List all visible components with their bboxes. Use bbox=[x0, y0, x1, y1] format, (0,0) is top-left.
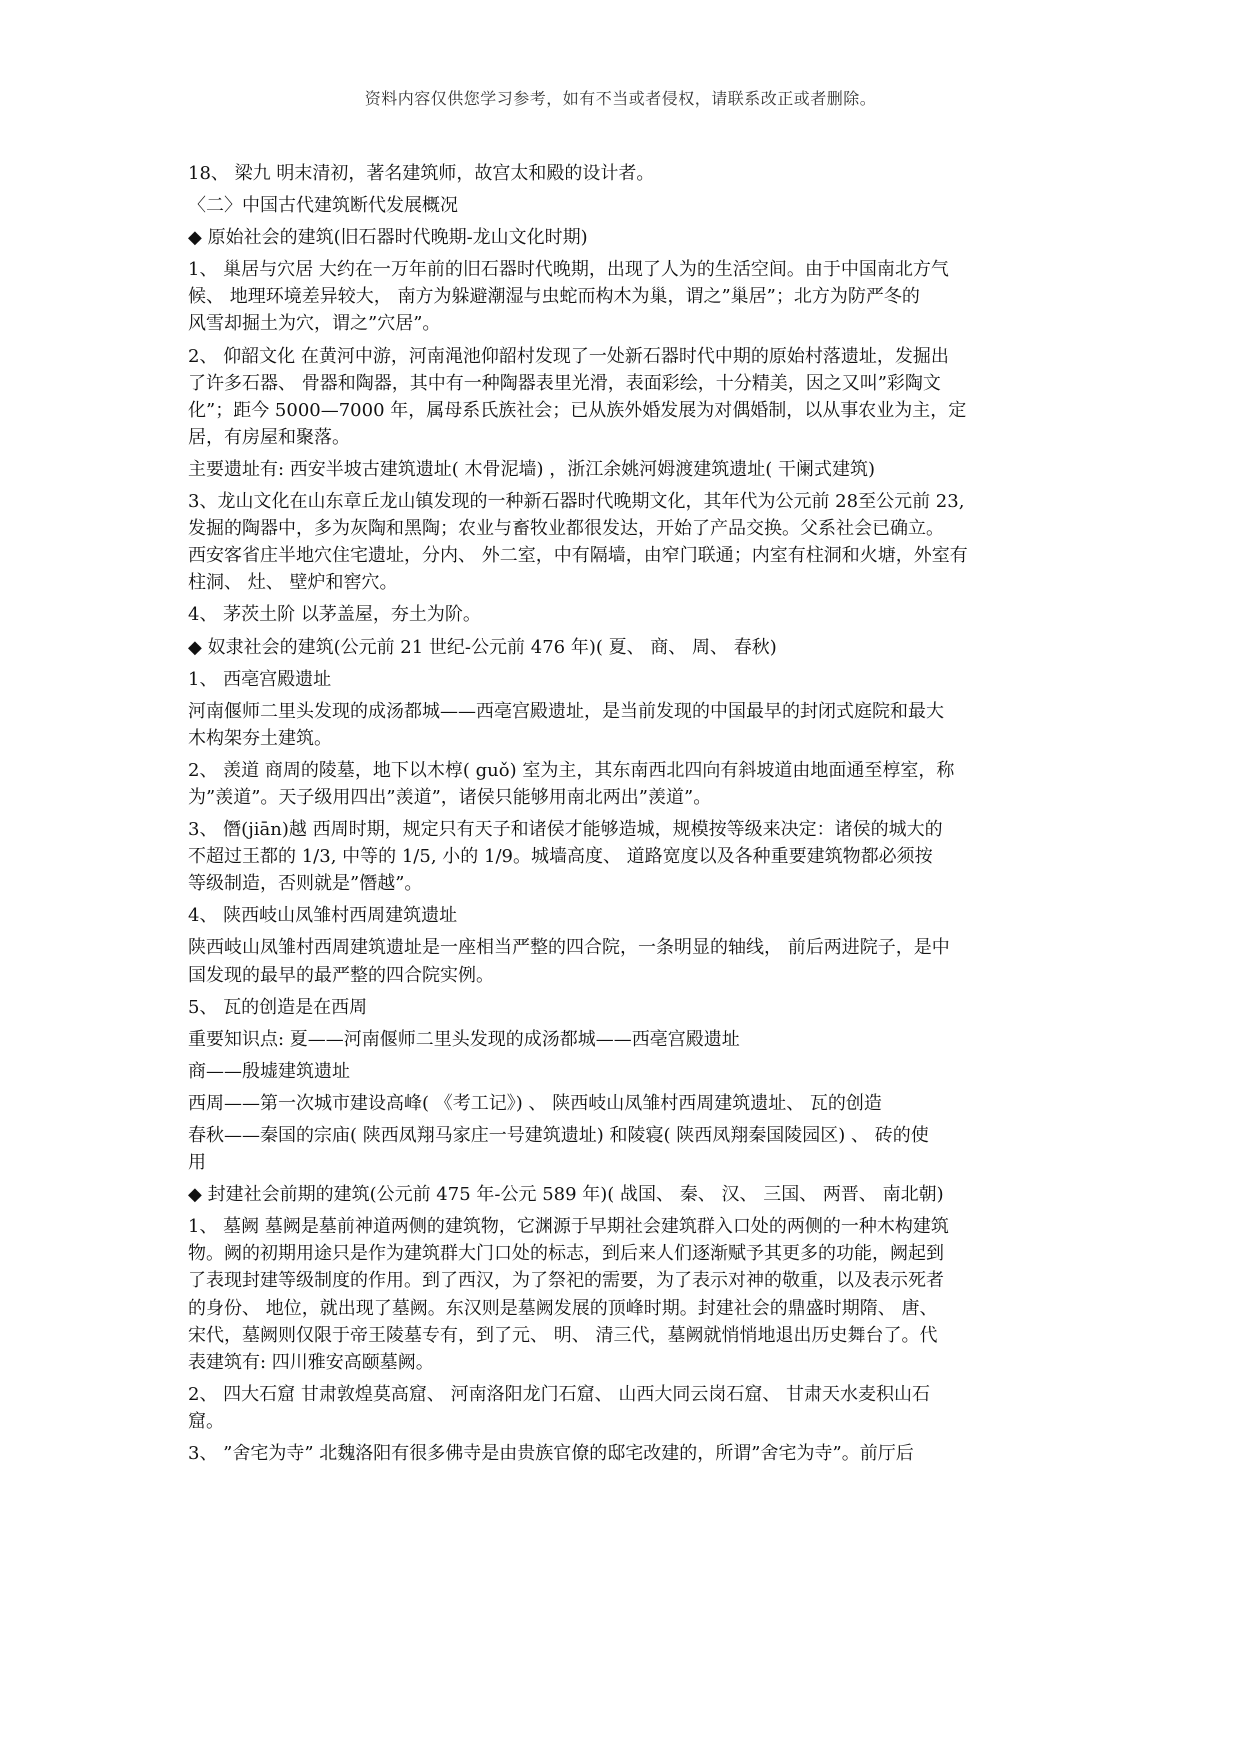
text-line: 木构架夯土建筑。 bbox=[188, 727, 332, 749]
text-line: 重要知识点: 夏——河南偃师二里头发现的成汤都城——西亳宫殿遗址 bbox=[188, 1028, 740, 1050]
page-header-disclaimer: 资料内容仅供您学习参考，如有不当或者侵权，请联系改正或者删除。 bbox=[364, 89, 877, 108]
text-line: 西安客省庄半地穴住宅遗址，分内、 外二室，中有隔墙，由窄门联通；内室有柱洞和火塘，外室有 bbox=[188, 545, 968, 567]
text-line: 候、 地理环境差异较大， 南方为躲避潮湿与虫蛇而构木为巢，谓之”巢居”；北方为防严冬的 bbox=[188, 286, 920, 308]
text-line: 主要遗址有: 西安半坡古建筑遗址( 木骨泥墙) ，浙江余姚河姆渡建筑遗址( 干阑式建筑) bbox=[188, 458, 876, 480]
text-line: ◆ 封建社会前期的建筑(公元前 475 年-公元 589 年)( 战国、 秦、 汉、 三国、 两晋、 南北朝) bbox=[188, 1184, 944, 1206]
text-line: 柱洞、 灶、 壁炉和窖穴。 bbox=[188, 572, 398, 594]
text-line: 春秋——秦国的宗庙( 陕西凤翔马家庄一号建筑遗址) 和陵寝( 陕西凤翔秦国陵园区) 、 砖的使 bbox=[188, 1125, 929, 1146]
text-line: 物。阙的初期用途只是作为建筑群大门口处的标志，到后来人们逐渐赋予其更多的功能，阙起到 bbox=[188, 1243, 944, 1265]
text-line: 3、 僭(jiān)越 西周时期，规定只有天子和诸侯才能够造城，规模按等级来决定：诸侯的城大的 bbox=[188, 819, 943, 841]
text-line: 3、龙山文化在山东章丘龙山镇发现的一种新石器时代晚期文化，其年代为公元前 28至公元前 23, bbox=[188, 491, 965, 513]
text-line: 5、 瓦的创造是在西周 bbox=[188, 996, 368, 1018]
text-line: 了表现封建等级制度的作用。到了西汉，为了祭祀的需要，为了表示对神的敬重，以及表示死者 bbox=[188, 1270, 944, 1292]
text-line: 2、 仰韶文化 在黄河中游，河南渑池仰韶村发现了一处新石器时代中期的原始村落遗址，发掘出 bbox=[188, 345, 949, 367]
text-line: 1、 墓阙 墓阙是墓前神道两侧的建筑物，它渊源于早期社会建筑群入口处的两侧的一种木构建筑 bbox=[188, 1216, 949, 1238]
text-line: 风雪却掘土为穴，谓之”穴居”。 bbox=[188, 313, 441, 335]
text-line: 18、 梁九 明末清初，著名建筑师，故宫太和殿的设计者。 bbox=[188, 163, 655, 184]
text-line: 等级制造，否则就是”僭越”。 bbox=[188, 873, 423, 895]
text-line: 4、 陕西岐山凤雏村西周建筑遗址 bbox=[188, 905, 458, 927]
text-line: 〈二〉中国古代建筑断代发展概况 bbox=[188, 195, 458, 217]
text-line: 发掘的陶器中，多为灰陶和黑陶；农业与畜牧业都很发达，开始了产品交换。父系社会已确立。 bbox=[188, 518, 944, 540]
text-line: 居，有房屋和聚落。 bbox=[188, 426, 350, 448]
text-line: 的身份、 地位，就出现了墓阙。东汉则是墓阙发展的顶峰时期。封建社会的鼎盛时期隋、 唐、 bbox=[188, 1297, 938, 1319]
text-line: 3、 ”舍宅为寺” 北魏洛阳有很多佛寺是由贵族官僚的邸宅改建的，所谓”舍宅为寺”。前厅后 bbox=[188, 1443, 914, 1465]
text-line: 1、 巢居与穴居 大约在一万年前的旧石器时代晚期，出现了人为的生活空间。由于中国南北方气 bbox=[188, 259, 949, 281]
text-line: 2、 四大石窟 甘肃敦煌莫高窟、 河南洛阳龙门石窟、 山西大同云岗石窟、 甘肃天水麦积山石 bbox=[188, 1383, 931, 1405]
text-line: 河南偃师二里头发现的成汤都城——西亳宫殿遗址，是当前发现的中国最早的封闭式庭院和最大 bbox=[188, 700, 944, 722]
text-line: 用 bbox=[188, 1152, 206, 1174]
document-body bbox=[188, 160, 1064, 1467]
text-line: 陕西岐山凤雏村西周建筑遗址是一座相当严整的四合院，一条明显的轴线， 前后两进院子，是中 bbox=[188, 937, 950, 959]
text-line: 不超过王都的 1/3, 中等的 1/5, 小的 1/9。城墙高度、 道路宽度以及各种重要建筑物都必须按 bbox=[188, 846, 933, 868]
text-line: 1、 西亳宫殿遗址 bbox=[188, 668, 332, 690]
text-line: 宋代，墓阙则仅限于帝王陵墓专有，到了元、 明、 清三代，墓阙就悄悄地退出历史舞台了。代 bbox=[188, 1324, 938, 1346]
text-line: 表建筑有: 四川雅安高颐墓阙。 bbox=[188, 1351, 434, 1373]
text-line: ◆ 原始社会的建筑(旧石器时代晚期-龙山文化时期) bbox=[188, 227, 588, 249]
text-line: 4、 茅茨土阶 以茅盖屋，夯土为阶。 bbox=[188, 604, 481, 626]
text-line: 2、 羡道 商周的陵墓，地下以木椁( guǒ) 室为主，其东南西北四向有斜坡道由地面通至椁室，称 bbox=[188, 759, 955, 781]
text-line: 了许多石器、 骨器和陶器，其中有一种陶器表里光滑，表面彩绘，十分精美，因之又叫”彩陶文 bbox=[188, 372, 941, 394]
text-line: 国发现的最早的最严整的四合院实例。 bbox=[188, 964, 494, 986]
text-line: 窟。 bbox=[188, 1410, 224, 1432]
text-line: 西周——第一次城市建设高峰( 《考工记》) 、 陕西岐山凤雏村西周建筑遗址、 瓦的创造 bbox=[188, 1092, 882, 1114]
text-line: 化”；距今 5000—7000 年，属母系氏族社会；已从族外婚发展为对偶婚制，以从事农业为主，定 bbox=[188, 399, 967, 421]
text-line: 商——殷墟建筑遗址 bbox=[188, 1060, 350, 1082]
text-line: ◆ 奴隶社会的建筑(公元前 21 世纪-公元前 476 年)( 夏、 商、 周、 春秋) bbox=[188, 636, 777, 658]
text-line: 为”羡道”。天子级用四出”羡道”，诸侯只能够用南北两出”羡道”。 bbox=[188, 786, 712, 808]
